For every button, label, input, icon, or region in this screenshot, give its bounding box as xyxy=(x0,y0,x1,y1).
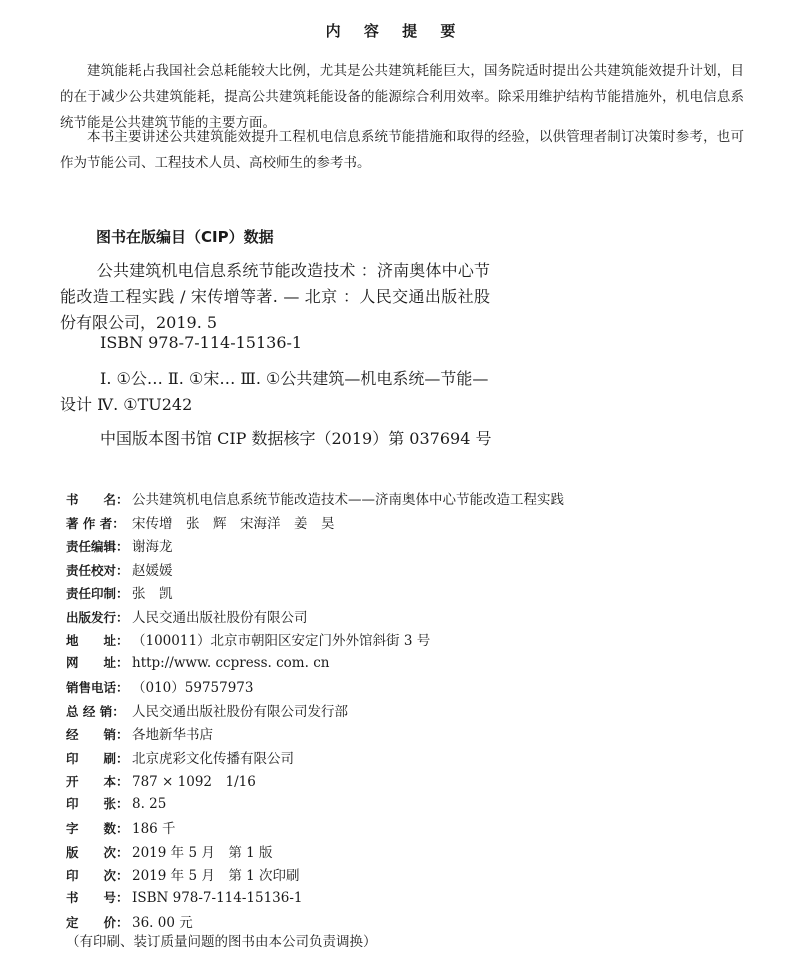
imprint-block xyxy=(66,488,766,935)
imprint-row-book-title xyxy=(66,488,766,512)
imprint-value: http://www. ccpress. com. cn xyxy=(132,654,330,671)
cip-classification: Ⅰ. ①公… Ⅱ. ①宋… Ⅲ. ①公共建筑—机电系统—节能—设计 Ⅳ. ①TU242 xyxy=(60,369,489,414)
imprint-row-isbn xyxy=(66,888,766,912)
cip-description: 公共建筑机电信息系统节能改造技术 ：济南奥体中心节能改造工程实践 / 宋传增等著. — 北京 ：人民交通出版社股份有限公司，2019. 5 xyxy=(60,261,490,332)
imprint-label: 责任校对： xyxy=(66,562,129,578)
imprint-value: ISBN 978-7-114-15136-1 xyxy=(132,889,303,906)
imprint-label: 地 址： xyxy=(66,633,129,648)
footer-note: （有印刷、装订质量问题的图书由本公司负责调换） xyxy=(66,934,377,950)
imprint-row-printer xyxy=(66,747,766,771)
imprint-value: 787 × 1092 1/16 xyxy=(132,774,256,790)
imprint-label: 印 次： xyxy=(66,868,129,883)
imprint-value: 各地新华书店 xyxy=(132,727,213,743)
imprint-label: 印 刷： xyxy=(66,750,129,766)
imprint-row-format xyxy=(66,770,766,794)
imprint-label: 字 数： xyxy=(66,821,129,836)
imprint-label: 著 作 者： xyxy=(66,515,125,531)
imprint-label: 定 价： xyxy=(66,915,129,930)
imprint-value: 谢海龙 xyxy=(132,539,173,555)
imprint-row-publisher xyxy=(66,606,766,630)
imprint-value: 赵媛媛 xyxy=(132,562,173,579)
imprint-value: 人民交通出版社股份有限公司发行部 xyxy=(132,703,348,720)
imprint-label: 总 经 销： xyxy=(66,703,125,719)
imprint-row-website xyxy=(66,653,766,677)
imprint-label: 开 本： xyxy=(66,774,129,789)
imprint-row-distributor xyxy=(66,700,766,724)
imprint-row-retailer xyxy=(66,723,766,747)
imprint-row-word-count xyxy=(66,817,766,841)
imprint-value: 人民交通出版社股份有限公司 xyxy=(132,609,308,626)
imprint-value: 2019 年 5 月 第 1 次印刷 xyxy=(132,868,300,884)
imprint-label: 出版发行： xyxy=(66,609,129,625)
imprint-value: 北京虎彩文化传播有限公司 xyxy=(132,750,294,767)
imprint-label: 经 销： xyxy=(66,727,129,742)
imprint-value: （100011）北京市朝阳区安定门外外馆斜街 3 号 xyxy=(132,633,431,649)
imprint-label: 网 址： xyxy=(66,654,129,670)
imprint-row-print-manager xyxy=(66,582,766,606)
imprint-value: 36. 00 元 xyxy=(132,915,193,931)
imprint-value: （010）59757973 xyxy=(132,680,254,696)
imprint-row-sales-phone xyxy=(66,676,766,700)
cip-isbn: ISBN 978-7-114-15136-1 xyxy=(100,333,303,352)
imprint-row-authors xyxy=(66,512,766,536)
imprint-row-editor xyxy=(66,535,766,559)
imprint-label: 责任编辑： xyxy=(66,539,129,554)
imprint-value: 2019 年 5 月 第 1 版 xyxy=(132,844,273,861)
imprint-row-proofreader xyxy=(66,559,766,583)
imprint-label: 销售电话： xyxy=(66,680,129,695)
imprint-label: 印 张： xyxy=(66,795,129,811)
imprint-label: 书 号： xyxy=(66,889,129,905)
cip-record-number: 中国版本图书馆 CIP 数据核字（2019）第 037694 号 xyxy=(100,429,492,448)
imprint-row-printing xyxy=(66,864,766,888)
imprint-label: 责任印制： xyxy=(66,586,129,601)
imprint-value: 186 千 xyxy=(132,821,176,837)
imprint-row-edition xyxy=(66,841,766,865)
imprint-value: 8. 25 xyxy=(132,795,167,812)
imprint-row-sheets xyxy=(66,794,766,818)
summary-paragraph: 本书主要讲述公共建筑能效提升工程机电信息系统节能措施和取得的经验，以供管理者制订决策时参考，也可作为节能公司、工程技术人员、高校师生的参考书。 xyxy=(60,129,744,171)
imprint-value: 张 凯 xyxy=(132,586,173,602)
imprint-value: 公共建筑机电信息系统节能改造技术——济南奥体中心节能改造工程实践 xyxy=(132,492,564,508)
imprint-label: 书 名： xyxy=(66,492,129,507)
imprint-value: 宋传增 张 辉 宋海洋 姜 昊 xyxy=(132,515,335,532)
cip-heading: 图书在版编目（CIP）数据 xyxy=(96,228,274,246)
summary-title: 内 容 提 要 xyxy=(325,22,465,40)
imprint-row-address xyxy=(66,629,766,653)
imprint-label: 版 次： xyxy=(66,844,129,860)
summary-paragraph: 建筑能耗占我国社会总耗能较大比例，尤其是公共建筑耗能巨大，国务院适时提出公共建筑能效提升计划，目的在于减少公共建筑能耗，提高公共建筑耗能设备的能源综合利用效率。除采用维护结构节能措施外，机电信息系统节能是公共建筑节能的主要方面。 xyxy=(60,63,744,131)
